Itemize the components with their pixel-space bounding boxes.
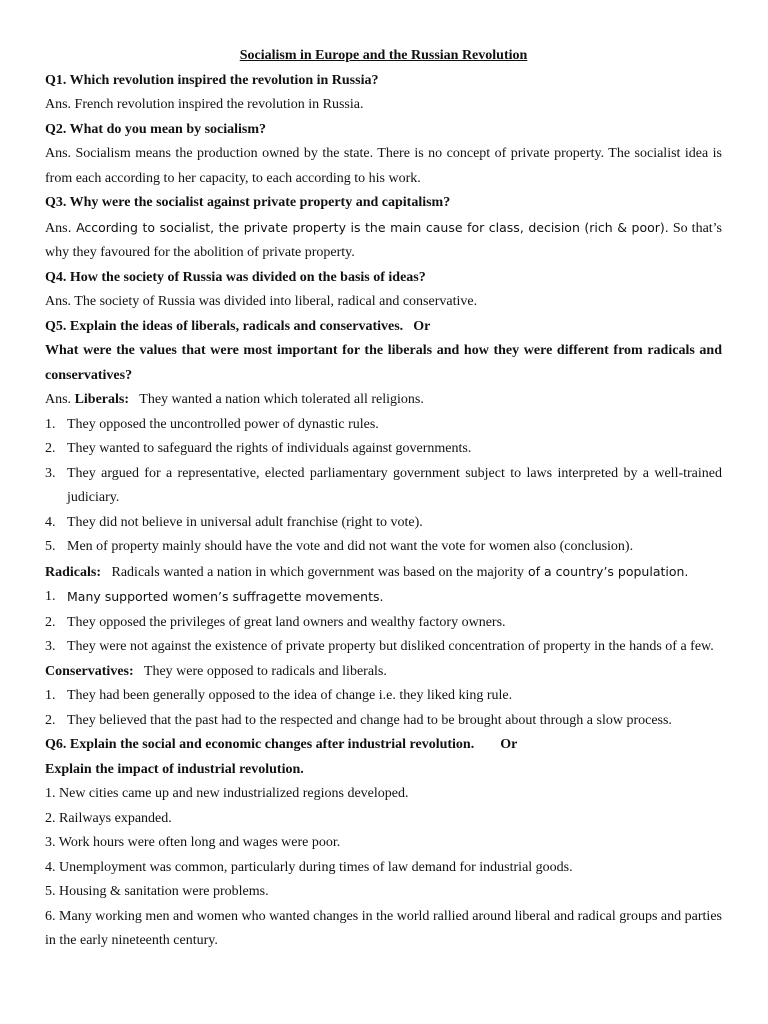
answer-4: Ans. The society of Russia was divided into liberal, radical and conservative. xyxy=(45,294,478,309)
list-text: They wanted to safeguard the rights of individuals against governments. xyxy=(67,441,472,456)
list-text: Men of property mainly should have the vote and did not want the vote for women also (conclusion). xyxy=(67,539,634,554)
impact-item: 3. Work hours were often long and wages were poor. xyxy=(45,835,341,850)
document-title: Socialism in Europe and the Russian Revolution xyxy=(239,48,528,63)
impact-item: 1. New cities came up and new industrialized regions developed. xyxy=(45,786,409,801)
impact-item: 2. Railways expanded. xyxy=(45,810,172,826)
impact-item: 4. Unemployment was common, particularly during times of law demand for industrial goods. xyxy=(45,859,573,875)
liberals-item xyxy=(45,413,722,438)
list-number: 3. xyxy=(45,639,56,654)
liberals-item xyxy=(45,511,722,536)
list-number: 4. xyxy=(45,514,56,530)
impact-item: 6. Many working men and women who wanted changes in the world rallied around liberal and radical groups and parties in the early nineteenth century. xyxy=(45,908,722,948)
radicals-text-sans: of a country’s population. xyxy=(524,563,689,579)
liberals-text: They wanted a nation which tolerated all religions. xyxy=(139,392,424,407)
conservatives-label: Conservatives: xyxy=(45,663,134,679)
list-number: 1. xyxy=(45,688,56,703)
radicals-heading xyxy=(45,560,722,586)
list-number: 1. xyxy=(45,589,56,604)
conservatives-item xyxy=(45,709,722,734)
question-5-text: Q5. Explain the ideas of liberals, radicals and conservatives. xyxy=(45,318,404,334)
conservatives-text: They were opposed to radicals and liberals. xyxy=(143,663,387,679)
radicals-item xyxy=(45,635,722,660)
list-text: They opposed the privileges of great land owners and wealthy factory owners. xyxy=(67,614,506,630)
list-text: Many supported women’s suffragette movements. xyxy=(67,589,384,604)
list-text: They did not believe in universal adult franchise (right to vote). xyxy=(67,514,423,530)
list-text: They were not against the existence of private property but disliked concentration of property in the hands of a few. xyxy=(67,639,714,654)
liberals-item xyxy=(45,437,722,462)
list-number: 3. xyxy=(45,465,56,481)
question-4: Q4. How the society of Russia was divided on the basis of ideas? xyxy=(45,269,426,285)
list-text: They had been generally opposed to the idea of change i.e. they liked king rule. xyxy=(67,688,513,703)
liberals-prefix: Ans. xyxy=(45,392,72,407)
radicals-text: Radicals wanted a nation in which government was based on the majority xyxy=(111,564,525,580)
radicals-item xyxy=(45,611,722,636)
list-number: 5. xyxy=(45,539,56,554)
liberals-item xyxy=(45,462,722,511)
list-number: 2. xyxy=(45,441,56,456)
list-text: They opposed the uncontrolled power of dynastic rules. xyxy=(67,416,379,432)
answer-3-prefix: Ans xyxy=(45,220,68,236)
list-number: 2. xyxy=(45,712,56,728)
list-text: They argued for a representative, elected parliamentary government subject to laws interpreted by a well-trained judiciary. xyxy=(67,465,722,505)
liberals-label: Liberals: xyxy=(74,392,130,407)
question-6-or: Or xyxy=(500,737,518,752)
question-3: Q3. Why were the socialist against private property and capitalism? xyxy=(45,195,451,210)
liberals-heading xyxy=(45,388,722,413)
impact-item: 5. Housing & sanitation were problems. xyxy=(45,884,269,899)
radicals-label: Radicals: xyxy=(45,564,101,580)
question-6-alternate: Explain the impact of industrial revolution. xyxy=(45,761,304,777)
question-5 xyxy=(45,315,722,340)
question-6-text: Q6. Explain the social and economic changes after industrial revolution. xyxy=(45,737,475,752)
radicals-item xyxy=(45,585,722,611)
question-5-or: Or xyxy=(413,318,431,334)
question-6 xyxy=(45,733,722,758)
document-page xyxy=(45,44,722,954)
conservatives-heading xyxy=(45,660,722,685)
answer-1: Ans. French revolution inspired the revolution in Russia. xyxy=(45,97,364,112)
conservatives-item xyxy=(45,684,722,709)
question-5-alternate: What were the values that were most important for the liberals and how they were different from radicals and conservatives? xyxy=(45,343,722,383)
list-text: They believed that the past had to the respected and change had to be brought about through a slow process. xyxy=(67,712,672,728)
question-1: Q1. Which revolution inspired the revolution in Russia? xyxy=(45,72,379,88)
answer-2: Ans. Socialism means the production owned by the state. There is no concept of private property. The socialist idea is from each according to her capacity, to each according to his work. xyxy=(45,146,722,186)
list-number: 2. xyxy=(45,614,56,630)
answer-3-sans-text: . According to socialist, the private property is the main cause for class, decision (rich & poor). xyxy=(67,219,669,235)
question-2: Q2. What do you mean by socialism? xyxy=(45,121,267,137)
answer-3 xyxy=(45,216,722,266)
liberals-item xyxy=(45,535,722,560)
answer-3-rest: So that’s why they favoured for the abolition of private property. xyxy=(45,220,723,260)
list-number: 1. xyxy=(45,416,56,432)
